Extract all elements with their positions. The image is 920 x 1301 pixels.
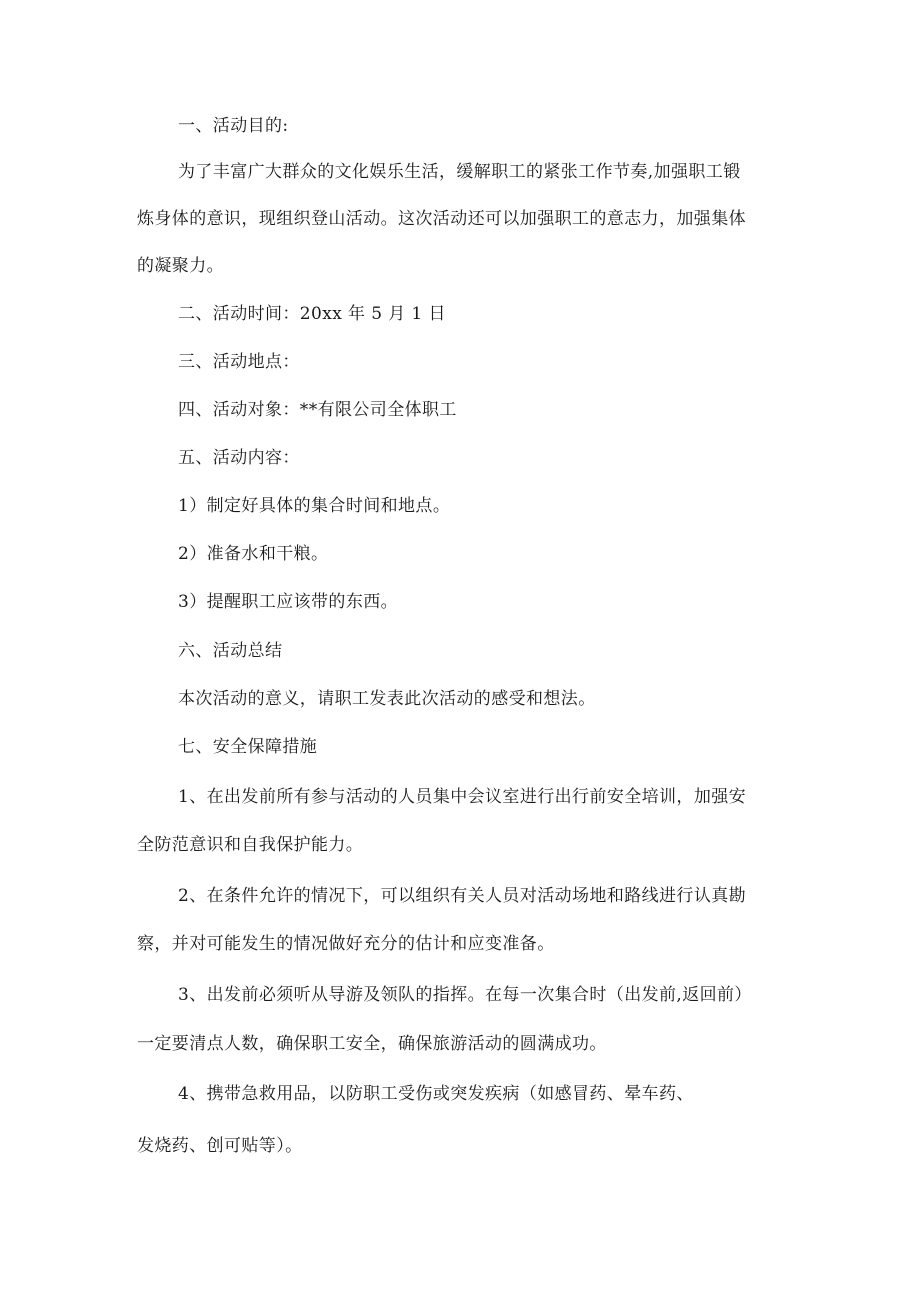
paragraph-line: 发烧药、创可贴等）。 [137, 1136, 303, 1156]
paragraph-line: 2、在条件允许的情况下，可以组织有关人员对活动场地和路线进行认真勘 [178, 886, 747, 906]
paragraph-line: 为了丰富广大群众的文化娱乐生活，缓解职工的紧张工作节奏,加强职工锻 [178, 162, 741, 182]
paragraph-line: 察，并对可能发生的情况做好充分的估计和应变准备。 [137, 934, 555, 954]
list-item: 3）提醒职工应该带的东西。 [178, 592, 399, 612]
list-item: 2）准备水和干粮。 [178, 544, 329, 564]
paragraph-line: 4、携带急救用品，以防职工受伤或突发疾病（如感冒药、晕车药、 [178, 1084, 694, 1104]
section-6-heading: 六、活动总结 [178, 641, 283, 661]
section-5-heading: 五、活动内容： [178, 448, 300, 468]
paragraph-line: 3、出发前必须听从导游及领队的指挥。在每一次集合时（出发前,返回前） [178, 985, 752, 1005]
paragraph-line: 本次活动的意义，请职工发表此次活动的感受和想法。 [178, 689, 596, 709]
paragraph-line: 的凝聚力。 [137, 256, 224, 276]
paragraph-line: 炼身体的意识，现组织登山活动。这次活动还可以加强职工的意志力，加强集体 [137, 209, 746, 229]
section-2-heading: 二、活动时间：20xx 年 5 月 1 日 [178, 304, 446, 324]
section-3-heading: 三、活动地点： [178, 352, 300, 372]
section-1-heading: 一、活动目的: [178, 116, 289, 136]
paragraph-line: 1、在出发前所有参与活动的人员集中会议室进行出行前安全培训，加强安 [178, 787, 747, 807]
section-4-heading: 四、活动对象：**有限公司全体职工 [178, 400, 457, 420]
paragraph-line: 全防范意识和自我保护能力。 [137, 835, 364, 855]
list-item: 1）制定好具体的集合时间和地点。 [178, 496, 451, 516]
paragraph-line: 一定要清点人数，确保职工安全，确保旅游活动的圆满成功。 [137, 1034, 607, 1054]
section-7-heading: 七、安全保障措施 [178, 737, 318, 757]
